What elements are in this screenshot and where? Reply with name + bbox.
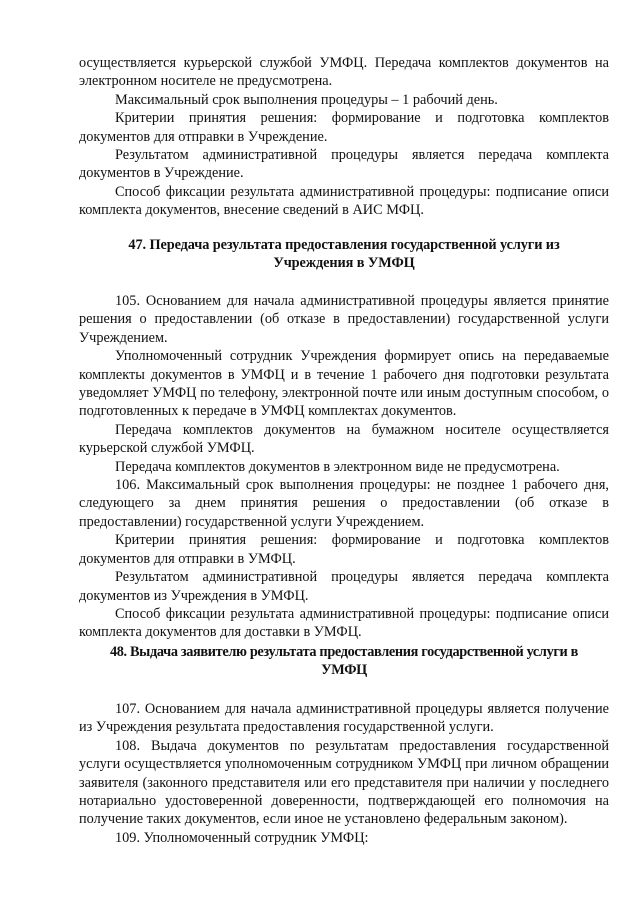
paragraph: 105. Основанием для начала административной процедуры является принятие решения о предоставлении (об отказе в предоставлении) государственной услуги Учреждением. <box>79 293 609 346</box>
paragraph: осуществляется курьерской службой УМФЦ. Передача комплектов документов на электронном носителе не предусмотрена. <box>79 55 609 90</box>
section-heading-line: 48. Выдача заявителю результата предоставления государственной услуги в <box>109 644 579 660</box>
paragraph: Уполномоченный сотрудник Учреждения формирует опись на передаваемые комплекты документов в УМФЦ и в течение 1 рабочего дня подготовки результата уведомляет УМФЦ по телефону, электронной почте или иным доступным способом, о подготовленных к передаче в УМФЦ комплектах документов. <box>79 348 609 420</box>
paragraph: Результатом административной процедуры является передача комплекта документов в Учреждение. <box>79 147 609 182</box>
paragraph: Способ фиксации результата административной процедуры: подписание описи комплекта документов, внесение сведений в АИС МФЦ. <box>79 183 609 219</box>
section-heading-line: 47. Передача результата предоставления государственной услуги из <box>128 237 560 253</box>
paragraph: 109. Уполномоченный сотрудник УМФЦ: <box>115 829 369 846</box>
paragraph: 108. Выдача документов по результатам предоставления государственной услуги осуществляется уполномоченным сотрудником УМФЦ при личном обращении заявителя (законного представителя или его представителя при наличии у последнего нотариально удостоверенной доверенности, подтверждающей его полномочия на получение таких документов, если иное не установлено федеральным законом). <box>79 737 609 828</box>
paragraph: Критерии принятия решения: формирование и подготовка комплектов документов для отправки в УМФЦ. <box>79 532 609 567</box>
section-48 <box>79 643 609 680</box>
paragraph: 106. Максимальный срок выполнения процедуры: не позднее 1 рабочего дня, следующего за днем принятия решения о предоставлении (об отказе в предоставлении) государственной услуги Учреждением. <box>79 477 609 530</box>
paragraph: Передача комплектов документов на бумажном носителе осуществляется курьерской службой УМФЦ. <box>79 421 609 457</box>
paragraph: Критерии принятия решения: формирование и подготовка комплектов документов для отправки в Учреждение. <box>79 110 609 145</box>
paragraph: Способ фиксации результата административной процедуры: подписание описи комплекта документов для доставки в УМФЦ. <box>79 605 609 641</box>
top-section <box>79 54 609 220</box>
section-heading <box>79 643 609 680</box>
paragraph: Передача комплектов документов в электронном виде не предусмотрена. <box>115 458 560 475</box>
section-heading <box>79 236 609 273</box>
section-heading-line: УМФЦ <box>321 662 367 679</box>
paragraph: Максимальный срок выполнения процедуры – 1 рабочий день. <box>115 91 498 108</box>
paragraph: Результатом административной процедуры является передача комплекта документов из Учреждения в УМФЦ. <box>79 569 609 604</box>
section-47 <box>79 236 609 273</box>
section-heading-line: Учреждения в УМФЦ <box>273 255 415 272</box>
section-47-body <box>79 292 609 642</box>
section-48-body <box>79 700 609 847</box>
paragraph: 107. Основанием для начала административной процедуры является получение из Учреждения результата предоставления государственной услуги. <box>79 701 609 736</box>
